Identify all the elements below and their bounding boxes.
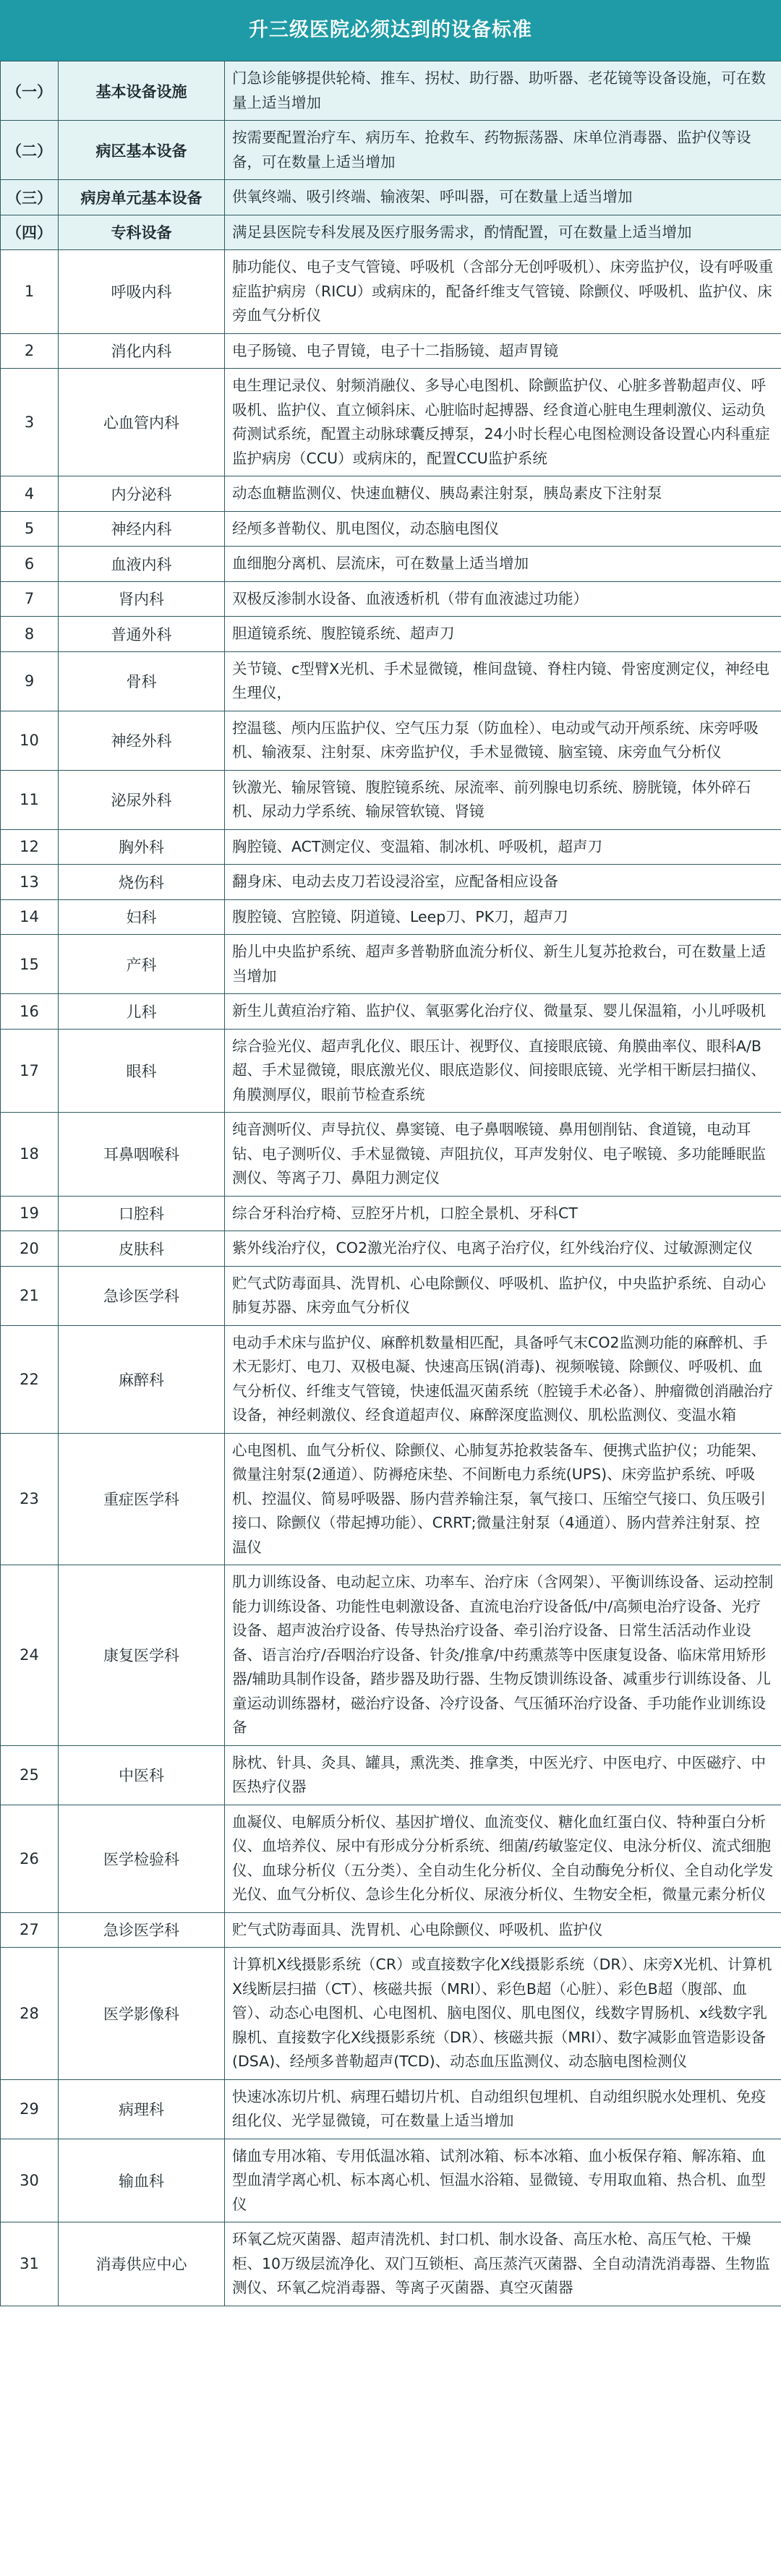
equipment-cell: 关节镜、c型臂X光机、手术显微镜，椎间盘镜、脊柱内镜、骨密度测定仪，神经电生理仪， [225,651,781,711]
department-cell: 神经外科 [59,711,225,770]
table-row [1,250,781,334]
department-cell: 消化内科 [59,333,225,369]
row-number: 14 [1,899,59,935]
table-row [1,2139,781,2222]
row-number: 11 [1,770,59,829]
department-cell: 产科 [59,935,225,994]
table-row [1,1433,781,1565]
row-number: 5 [1,511,59,547]
table-row [1,1266,781,1325]
equipment-cell: 综合牙科治疗椅、豆腔牙片机，口腔全景机、牙科CT [225,1196,781,1231]
row-number: 19 [1,1196,59,1231]
row-number: 15 [1,935,59,994]
equipment-cell: 胆道镜系统、腹腔镜系统、超声刀 [225,617,781,652]
equipment-cell: 控温毯、颅内压监护仪、空气压力泵（防血栓）、电动或气动开颅系统、床旁呼吸机、输液泵、注射泵、床旁监护仪，手术显微镜、脑室镜、床旁血气分析仪 [225,711,781,770]
equipment-cell: 环氧乙烷灭菌器、超声清洗机、封口机、制水设备、高压水枪、高压气枪、干燥柜、10万级层流净化、双门互锁柜、高压蒸汽灭菌器、全自动清洗消毒器、生物监测仪、环氧乙烷消毒器、等离子灭菌器、真空灭菌器 [225,2222,781,2306]
row-number: 18 [1,1113,59,1197]
row-number: 4 [1,476,59,512]
equipment-cell: 满足县医院专科发展及医疗服务需求，酌情配置，可在数量上适当增加 [225,215,781,250]
table-row [1,1805,781,1912]
table-row [1,2079,781,2139]
department-cell: 骨科 [59,651,225,711]
equipment-standard-table [0,61,781,2306]
table-row [1,1113,781,1197]
department-cell: 康复医学科 [59,1565,225,1746]
equipment-cell: 储血专用冰箱、专用低温冰箱、试剂冰箱、标本冰箱、血小板保存箱、解冻箱、血型血清学离心机、标本离心机、恒温水浴箱、显微镜、专用取血箱、热合机、血型仪 [225,2139,781,2222]
department-cell: 急诊医学科 [59,1266,225,1325]
intro-row [1,180,781,215]
row-number: 9 [1,651,59,711]
department-cell: 医学影像科 [59,1948,225,2080]
row-number: 21 [1,1266,59,1325]
row-number: 2 [1,333,59,369]
table-row [1,651,781,711]
table-row [1,617,781,652]
equipment-cell: 血细胞分离机、层流床，可在数量上适当增加 [225,547,781,582]
equipment-cell: 新生儿黄疸治疗箱、监护仪、氧驱雾化治疗仪、微量泵、婴儿保温箱，小儿呼吸机 [225,994,781,1030]
department-cell: 消毒供应中心 [59,2222,225,2306]
table-row [1,994,781,1030]
equipment-cell: 腹腔镜、宫腔镜、阴道镜、Leep刀、PK刀，超声刀 [225,899,781,935]
equipment-cell: 胎儿中央监护系统、超声多普勒脐血流分析仪、新生儿复苏抢救台，可在数量上适当增加 [225,935,781,994]
table-row [1,1196,781,1231]
department-cell: 血液内科 [59,547,225,582]
table-body [1,61,781,2306]
table-row [1,770,781,829]
equipment-cell: 经颅多普勒仪、肌电图仪，动态脑电图仪 [225,511,781,547]
row-number: 25 [1,1745,59,1805]
table-row [1,1912,781,1948]
equipment-cell: 电生理记录仪、射频消融仪、多导心电图机、除颤监护仪、心脏多普勒超声仪、呼吸机、监护仪、直立倾斜床、心脏临时起搏器、经食道心脏电生理刺激仪、运动负荷测试系统，配置主动脉球囊反搏泵，24小时长程心电图检测设备设置心内科重症监护病房（CCU）或病床的，配置CCU监护系统 [225,369,781,476]
table-row [1,476,781,512]
department-cell: 呼吸内科 [59,250,225,334]
table-row [1,1231,781,1267]
table-row [1,511,781,547]
equipment-cell: 动态血糖监测仪、快速血糖仪、胰岛素注射泵，胰岛素皮下注射泵 [225,476,781,512]
row-number: 1 [1,250,59,334]
department-cell: 基本设备设施 [59,61,225,121]
equipment-cell: 按需要配置治疗车、病历车、抢救车、药物振荡器、床单位消毒器、监护仪等设备，可在数量上适当增加 [225,121,781,180]
department-cell: 妇科 [59,899,225,935]
row-number: 28 [1,1948,59,2080]
row-number: 10 [1,711,59,770]
department-cell: 胸外科 [59,829,225,865]
table-row [1,1565,781,1746]
row-number: 20 [1,1231,59,1267]
table-row [1,333,781,369]
row-number: 12 [1,829,59,865]
equipment-cell: 紫外线治疗仪，CO2激光治疗仪、电离子治疗仪，红外线治疗仪、过敏源测定仪 [225,1231,781,1267]
page-title: 升三级医院必须达到的设备标准 [0,0,781,61]
equipment-cell: 纯音测听仪、声导抗仪、鼻窦镜、电子鼻咽喉镜、鼻用刨削钻、食道镜，电动耳钻、电子测听仪、手术显微镜、声阻抗仪，耳声发射仪、电子喉镜、多功能睡眠监测仪、等离子刀、鼻阻力测定仪 [225,1113,781,1197]
department-cell: 医学检验科 [59,1805,225,1912]
table-row [1,1745,781,1805]
table-row [1,829,781,865]
department-cell: 输血科 [59,2139,225,2222]
table-row [1,899,781,935]
department-cell: 皮肤科 [59,1231,225,1267]
table-row [1,865,781,900]
department-cell: 儿科 [59,994,225,1030]
table-row [1,1948,781,2080]
table-row [1,547,781,582]
equipment-cell: 血凝仪、电解质分析仪、基因扩增仪、血流变仪、糖化血红蛋白仪、特种蛋白分析仪、血培养仪、尿中有形成分分析系统、细菌/药敏鉴定仪、电泳分析仪、流式细胞仪、血球分析仪（五分类）、全自动生化分析仪、全自动酶免分析仪、全自动化学发光仪、血气分析仪、急诊生化分析仪、尿液分析仪、生物安全柜，微量元素分析仪 [225,1805,781,1912]
row-number: 13 [1,865,59,900]
row-number: 26 [1,1805,59,1912]
equipment-cell: 心电图机、血气分析仪、除颤仪、心肺复苏抢救装备车、便携式监护仪；功能架、微量注射泵(2通道）、防褥疮床垫、不间断电力系统(UPS)、床旁监护系统、呼吸机、控温仪、简易呼吸器、肠内营养输注泵，氧气接口、压缩空气接口、负压吸引接口、除颤仪（带起搏功能）、CRRT;微量注射泵（4通道）、肠内营养注射泵、控温仪 [225,1433,781,1565]
equipment-cell: 供氧终端、吸引终端、输液架、呼叫器，可在数量上适当增加 [225,180,781,215]
row-number: 29 [1,2079,59,2139]
department-cell: 眼科 [59,1029,225,1113]
department-cell: 中医科 [59,1745,225,1805]
row-number: （二） [1,121,59,180]
row-number: （一） [1,61,59,121]
intro-row [1,121,781,180]
row-number: （三） [1,180,59,215]
equipment-cell: 肌力训练设备、电动起立床、功率车、治疗床（含网架）、平衡训练设备、运动控制能力训练设备、功能性电刺激设备、直流电治疗设备低/中/高频电治疗设备、光疗设备、超声波治疗设备、传导热治疗设备、牵引治疗设备、日常生活活动作业设备、语言治疗/吞咽治疗设备、针灸/推拿/中药熏蒸等中医康复设备、临床常用矫形器/辅助具制作设备，踏步器及助行器、生物反馈训练设备、减重步行训练设备、儿童运动训练器材，磁治疗设备、冷疗设备、气压循环治疗设备、手功能作业训练设备 [225,1565,781,1746]
intro-row [1,215,781,250]
department-cell: 内分泌科 [59,476,225,512]
row-number: 16 [1,994,59,1030]
row-number: 27 [1,1912,59,1948]
equipment-cell: 电子肠镜、电子胃镜，电子十二指肠镜、超声胃镜 [225,333,781,369]
row-number: 24 [1,1565,59,1746]
equipment-cell: 快速冰冻切片机、病理石蜡切片机、自动组织包埋机、自动组织脱水处理机、免疫组化仪、光学显微镜，可在数量上适当增加 [225,2079,781,2139]
department-cell: 病房单元基本设备 [59,180,225,215]
department-cell: 专科设备 [59,215,225,250]
equipment-cell: 综合验光仪、超声乳化仪、眼压计、视野仪、直接眼底镜、角膜曲率仪、眼科A/B超、手术显微镜，眼底激光仪、眼底造影仪、间接眼底镜、光学相干断层扫描仪、角膜测厚仪，眼前节检查系统 [225,1029,781,1113]
row-number: 8 [1,617,59,652]
equipment-cell: 门急诊能够提供轮椅、推车、拐杖、助行器、助听器、老花镜等设备设施，可在数量上适当增加 [225,61,781,121]
row-number: 7 [1,581,59,617]
equipment-cell: 脉枕、针具、灸具、罐具，熏洗类、推拿类，中医光疗、中医电疗、中医磁疗、中医热疗仪器 [225,1745,781,1805]
table-row [1,711,781,770]
department-cell: 口腔科 [59,1196,225,1231]
department-cell: 神经内科 [59,511,225,547]
equipment-cell: 钬激光、输尿管镜、腹腔镜系统、尿流率、前列腺电切系统、膀胱镜，体外碎石机、尿动力学系统、输尿管软镜、肾镜 [225,770,781,829]
department-cell: 急诊医学科 [59,1912,225,1948]
row-number: 30 [1,2139,59,2222]
table-row [1,2222,781,2306]
equipment-cell: 电动手术床与监护仪、麻醉机数量相匹配，具备呼气末CO2监测功能的麻醉机、手术无影灯、电刀、双极电凝、快速高压锅(消毒)、视频喉镜、除颤仪、呼吸机、血气分析仪、纤维支气管镜，快速低温灭菌系统（腔镜手术必备）、肿瘤微创消融治疗设备，神经刺激仪、经食道超声仪、麻醉深度监测仪、肌松监测仪、变温水箱 [225,1325,781,1433]
department-cell: 重症医学科 [59,1433,225,1565]
intro-row [1,61,781,121]
equipment-cell: 贮气式防毒面具、洗胃机、心电除颤仪、呼吸机、监护仪，中央监护系统、自动心肺复苏器、床旁血气分析仪 [225,1266,781,1325]
table-row [1,369,781,476]
department-cell: 心血管内科 [59,369,225,476]
row-number: 23 [1,1433,59,1565]
row-number: 17 [1,1029,59,1113]
department-cell: 烧伤科 [59,865,225,900]
row-number: 3 [1,369,59,476]
table-row [1,1325,781,1433]
equipment-cell: 计算机X线摄影系统（CR）或直接数字化X线摄影系统（DR）、床旁X光机、计算机X线断层扫描（CT）、核磁共振（MRI）、彩色B超（心脏）、彩色B超（腹部、血管）、动态心电图机、心电图机、脑电图仪、肌电图仪，线数字胃肠机、x线数字乳腺机、直接数字化X线摄影系统（DR）、核磁共振（MRI）、数字减影血管造影设备(DSA)、经颅多普勒超声(TCD)、动态血压监测仪、动态脑电图检测仪 [225,1948,781,2080]
table-row [1,581,781,617]
row-number: （四） [1,215,59,250]
equipment-cell: 双极反渗制水设备、血液透析机（带有血液滤过功能） [225,581,781,617]
row-number: 31 [1,2222,59,2306]
department-cell: 病区基本设备 [59,121,225,180]
row-number: 22 [1,1325,59,1433]
department-cell: 肾内科 [59,581,225,617]
department-cell: 耳鼻咽喉科 [59,1113,225,1197]
equipment-cell: 胸腔镜、ACT测定仪、变温箱、制冰机、呼吸机，超声刀 [225,829,781,865]
row-number: 6 [1,547,59,582]
department-cell: 泌尿外科 [59,770,225,829]
table-row [1,935,781,994]
table-row [1,1029,781,1113]
department-cell: 普通外科 [59,617,225,652]
equipment-cell: 肺功能仪、电子支气管镜、呼吸机（含部分无创呼吸机）、床旁监护仪，设有呼吸重症监护病房（RICU）或病床的，配备纤维支气管镜、除颤仪、呼吸机、监护仪、床旁血气分析仪 [225,250,781,334]
equipment-cell: 翻身床、电动去皮刀若设浸浴室，应配备相应设备 [225,865,781,900]
department-cell: 麻醉科 [59,1325,225,1433]
equipment-cell: 贮气式防毒面具、洗胃机、心电除颤仪、呼吸机、监护仪 [225,1912,781,1948]
department-cell: 病理科 [59,2079,225,2139]
